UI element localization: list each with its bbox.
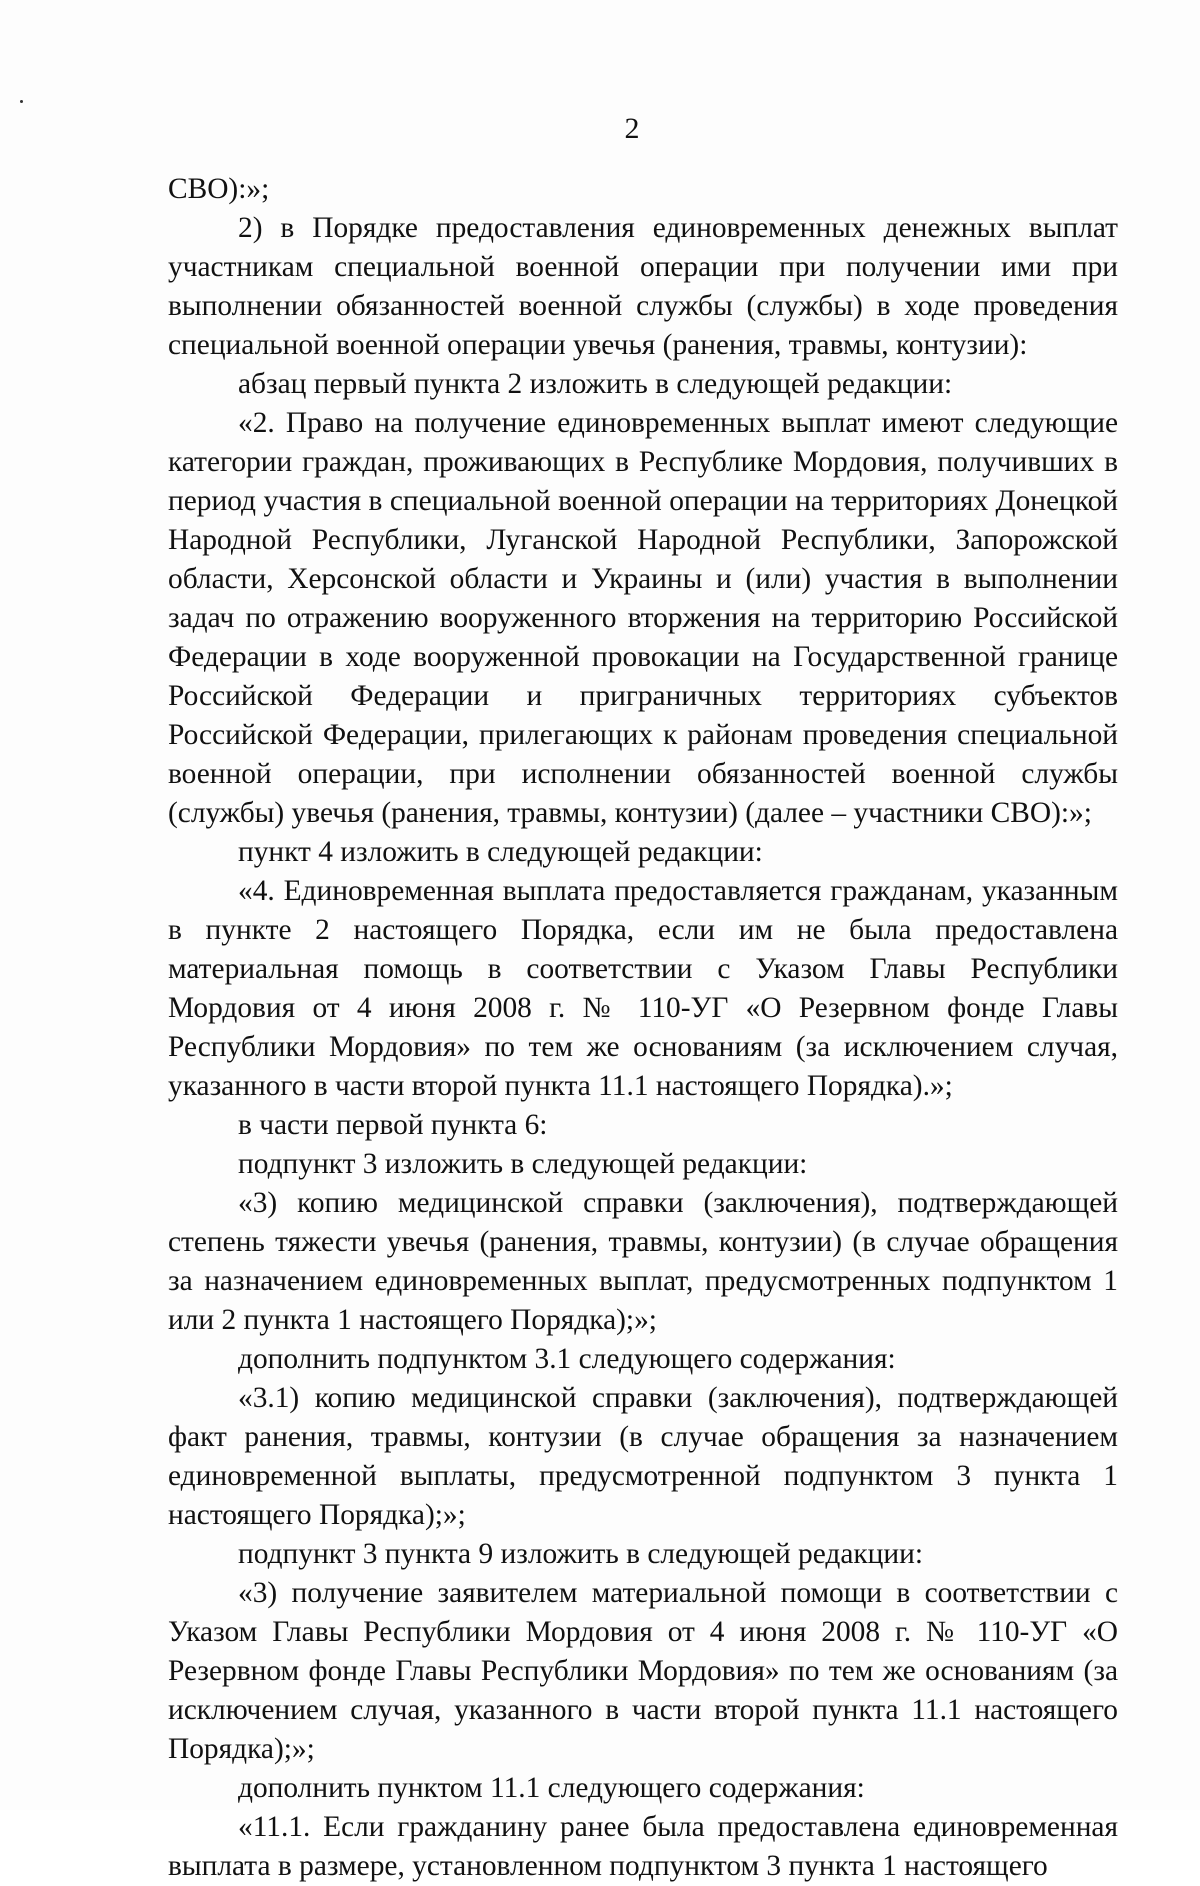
scan-speck — [20, 100, 23, 103]
paragraph-2: 2) в Порядке предоставления единовременных денежных выплат участникам специальной военной операции при получении ими при выполнении обязанностей военной службы (службы) в ходе проведения специальной военной операции увечья (ранения, травмы, контузии): — [168, 212, 1118, 361]
paragraph-10: дополнить подпунктом 3.1 следующего содержания: — [238, 1343, 896, 1375]
paragraph-15: «11.1. Если гражданину ранее была предоставлена единовременная выплата в размере, установленном подпунктом 3 пункта 1 настоящего — [168, 1811, 1118, 1882]
page-number: 2 — [624, 112, 640, 145]
paragraph-7: в части первой пункта 6: — [238, 1109, 548, 1141]
paragraph-9: «3) копию медицинской справки (заключения), подтверждающей степень тяжести увечья (ранения, травмы, контузии) (в случае обращения за назначением единовременных выплат, предусмотренных подпунктом 1 или 2 пункта 1 настоящего Порядка);»; — [168, 1187, 1118, 1336]
paragraph-8: подпункт 3 изложить в следующей редакции: — [238, 1148, 808, 1180]
paragraph-11: «3.1) копию медицинской справки (заключения), подтверждающей факт ранения, травмы, контузии (в случае обращения за назначением единовременной выплаты, предусмотренной подпунктом 3 пункта 1 настоящего Порядка);»; — [168, 1382, 1118, 1531]
paragraph-14: дополнить пунктом 11.1 следующего содержания: — [238, 1772, 865, 1804]
paragraph-3: абзац первый пункта 2 изложить в следующей редакции: — [238, 368, 953, 400]
paragraph-6: «4. Единовременная выплата предоставляется гражданам, указанным в пункте 2 настоящего Порядка, если им не была предоставлена материальная помощь в соответствии с Указом Главы Республики Мордовия от 4 июня 2008 г. № 110-УГ «О Резервном фонде Главы Республики Мордовия» по тем же основаниям (за исключением случая, указанного в части второй пункта 11.1 настоящего Порядка).»; — [168, 875, 1118, 1102]
paragraph-5: пункт 4 изложить в следующей редакции: — [238, 836, 763, 868]
document-body — [168, 170, 1118, 1886]
paragraph-1: СВО):»; — [168, 173, 270, 205]
paragraph-12: подпункт 3 пункта 9 изложить в следующей редакции: — [238, 1538, 924, 1570]
paragraph-4: «2. Право на получение единовременных выплат имеют следующие категории граждан, проживающих в Республике Мордовия, получивших в период участия в специальной военной операции на территориях Донецкой Народной Республики, Луганской Народной Республики, Запорожской области, Херсонской области и Украины и (или) участия в выполнении задач по отражению вооруженного вторжения на территорию Российской Федерации в ходе вооруженной провокации на Государственной границе Российской Федерации и приграничных территориях субъектов Российской Федерации, прилегающих к районам проведения специальной военной операции, при исполнении обязанностей военной службы (службы) увечья (ранения, травмы, контузии) (далее – участники СВО):»; — [168, 407, 1118, 829]
paragraph-13: «3) получение заявителем материальной помощи в соответствии с Указом Главы Республики Мордовия от 4 июня 2008 г. № 110-УГ «О Резервном фонде Главы Республики Мордовия» по тем же основаниям (за исключением случая, указанного в части второй пункта 11.1 настоящего Порядка);»; — [168, 1577, 1118, 1765]
